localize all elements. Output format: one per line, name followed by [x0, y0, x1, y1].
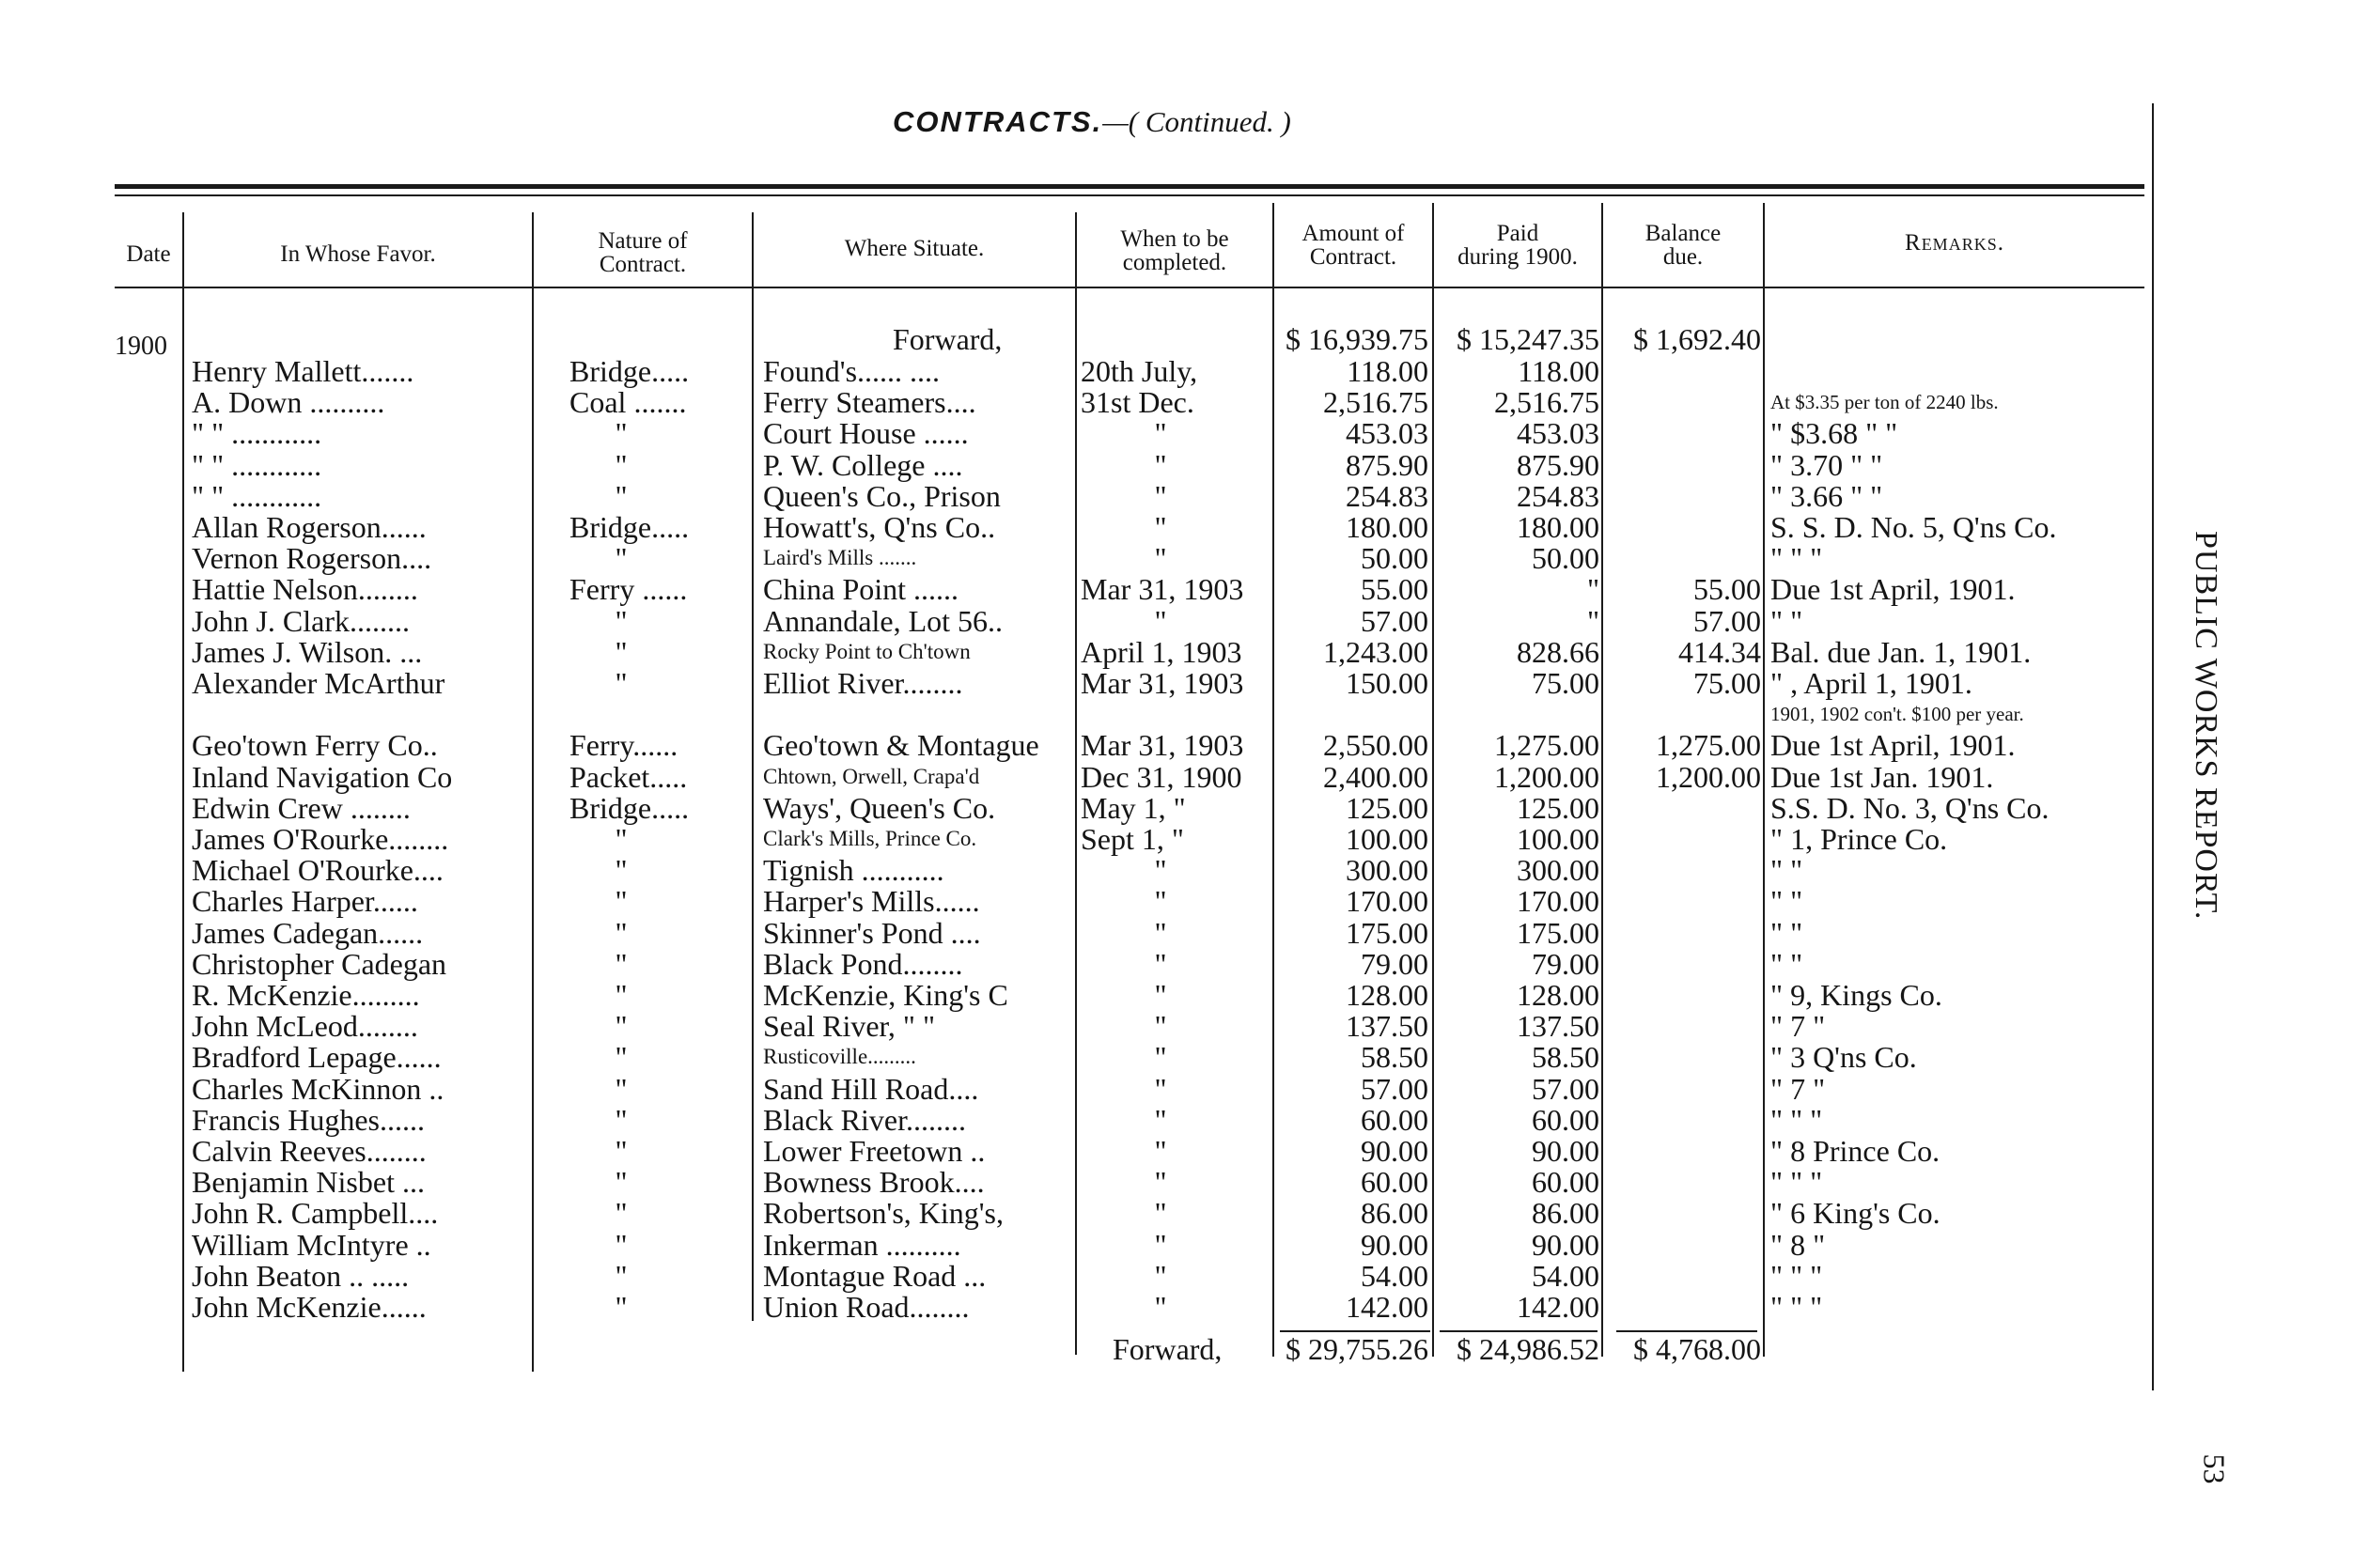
row-4-remarks: " 3.66 " "	[1770, 478, 1883, 513]
header-where	[754, 237, 1075, 260]
header-paid-line2: during 1900.	[1457, 244, 1578, 270]
row-1-nature: Coal .......	[569, 385, 687, 420]
row-1-name: A. Down ..........	[192, 385, 385, 420]
row-5-paid: 180.00	[1517, 510, 1599, 544]
row-30-when: "	[1154, 1290, 1167, 1324]
divider-date	[182, 212, 184, 1372]
row-23-nature: "	[615, 1071, 628, 1106]
row-13-nature: Packet.....	[569, 759, 688, 794]
row-6-where: Laird's Mills .......	[763, 546, 917, 570]
row-12-where: Geo'town & Montague	[763, 728, 1039, 763]
row-17-remarks: " "	[1770, 884, 1803, 919]
row-5-amount: 180.00	[1346, 510, 1428, 544]
row-20-amount: 128.00	[1346, 978, 1428, 1012]
row-8-where: Annandale, Lot 56..	[763, 603, 1004, 638]
header-balance-line1: Balance	[1644, 221, 1722, 246]
header-nature-line1: Nature of	[598, 228, 688, 254]
row-18-when: "	[1154, 915, 1167, 950]
row-8-paid: "	[1586, 603, 1599, 638]
row-17-paid: 170.00	[1517, 884, 1599, 919]
row-14-remarks: S.S. D. No. 3, Q'ns Co.	[1770, 790, 2049, 825]
header-bottom-rule	[115, 287, 2144, 288]
row-8-nature: "	[615, 603, 628, 638]
row-24-amount: 60.00	[1361, 1102, 1428, 1137]
row-30-nature: "	[615, 1290, 628, 1324]
row-24-when: "	[1154, 1102, 1167, 1137]
header-balance	[1603, 222, 1763, 269]
row-15-nature: "	[615, 822, 628, 856]
row-15-when: Sept 1, "	[1081, 822, 1184, 856]
header-when-line2: completed.	[1122, 250, 1227, 275]
row-0-amount: 118.00	[1347, 354, 1428, 388]
row-22-paid: 58.50	[1532, 1040, 1599, 1075]
row-16-remarks: " "	[1770, 853, 1803, 888]
row-21-when: "	[1154, 1009, 1167, 1044]
page-number: 53	[2197, 1453, 2232, 1484]
row-8-balance: 57.00	[1693, 603, 1761, 638]
row-21-amount: 137.50	[1346, 1009, 1428, 1044]
header-paid	[1434, 222, 1601, 269]
row-25-when: "	[1154, 1134, 1167, 1168]
row-6-paid: 50.00	[1532, 541, 1599, 576]
row-1-amount: 2,516.75	[1323, 385, 1428, 420]
row-21-nature: "	[615, 1009, 628, 1044]
row-28-remarks: " 8 "	[1770, 1227, 1826, 1262]
row-7-when: Mar 31, 1903	[1081, 572, 1244, 607]
row-8-name: John J. Clark........	[192, 603, 410, 638]
header-nature	[534, 229, 752, 276]
row-29-when: "	[1154, 1258, 1167, 1293]
row-15-paid: 100.00	[1517, 822, 1599, 856]
row-11-remarks: 1901, 1902 con't. $100 per year.	[1770, 703, 2024, 726]
divider-balance	[1763, 203, 1765, 1357]
row-9-paid: 828.66	[1517, 634, 1599, 669]
row-4-amount: 254.83	[1346, 478, 1428, 513]
row-16-name: Michael O'Rourke....	[192, 853, 444, 888]
row-0-nature: Bridge.....	[569, 354, 690, 388]
row-24-nature: "	[615, 1102, 628, 1137]
row-2-remarks: " $3.68 " "	[1770, 416, 1898, 451]
header-amount	[1274, 222, 1432, 269]
row-26-paid: 60.00	[1532, 1165, 1599, 1200]
row-3-nature: "	[615, 447, 628, 482]
row-10-paid: 75.00	[1532, 666, 1599, 700]
row-10-when: Mar 31, 1903	[1081, 666, 1244, 700]
row-9-where: Rocky Point to Ch'town	[763, 639, 971, 663]
row-27-name: John R. Campbell....	[192, 1196, 439, 1231]
row-10-where: Elliot River........	[763, 666, 963, 700]
row-7-name: Hattie Nelson........	[192, 572, 418, 607]
row-14-where: Ways', Queen's Co.	[763, 790, 996, 825]
divider-where	[1075, 212, 1077, 1355]
row-9-balance: 414.34	[1678, 634, 1761, 669]
row-28-name: William McIntyre ..	[192, 1227, 431, 1262]
header-remarks-text: Remarks.	[1905, 230, 2004, 256]
row-21-name: John McLeod........	[192, 1009, 418, 1044]
row-14-nature: Bridge.....	[569, 790, 690, 825]
right-margin-line	[2152, 103, 2154, 1390]
row-25-where: Lower Freetown ..	[763, 1134, 986, 1168]
row-7-nature: Ferry ......	[569, 572, 688, 607]
row-18-nature: "	[615, 915, 628, 950]
row-13-balance: 1,200.00	[1656, 759, 1761, 794]
row-30-paid: 142.00	[1517, 1290, 1599, 1324]
row-12-amount: 2,550.00	[1323, 728, 1428, 763]
row-2-when: "	[1154, 416, 1167, 451]
title-bold: CONTRACTS.	[893, 105, 1103, 138]
row-22-remarks: " 3 Q'ns Co.	[1770, 1040, 1917, 1075]
row-26-when: "	[1154, 1165, 1167, 1200]
row-13-remarks: Due 1st Jan. 1901.	[1770, 759, 1994, 794]
row-23-paid: 57.00	[1532, 1071, 1599, 1106]
row-7-balance: 55.00	[1693, 572, 1761, 607]
forward-amount: $ 16,939.75	[1286, 322, 1428, 356]
row-30-where: Union Road........	[763, 1290, 970, 1324]
row-3-amount: 875.90	[1346, 447, 1428, 482]
row-16-amount: 300.00	[1346, 853, 1428, 888]
row-29-name: John Beaton .. .....	[192, 1258, 410, 1293]
row-27-paid: 86.00	[1532, 1196, 1599, 1231]
row-20-remarks: " 9, Kings Co.	[1770, 978, 1942, 1012]
row-17-name: Charles Harper......	[192, 884, 418, 919]
row-0-where: Found's...... ....	[763, 354, 941, 388]
row-16-paid: 300.00	[1517, 853, 1599, 888]
row-19-name: Christopher Cadegan	[192, 946, 447, 981]
row-7-amount: 55.00	[1361, 572, 1428, 607]
row-16-where: Tignish ...........	[763, 853, 944, 888]
row-4-when: "	[1154, 478, 1167, 513]
row-21-remarks: " 7 "	[1770, 1009, 1826, 1044]
header-date-text: Date	[126, 241, 171, 267]
row-23-name: Charles McKinnon ..	[192, 1071, 444, 1106]
row-0-when: 20th July,	[1081, 354, 1198, 388]
row-6-nature: "	[615, 541, 628, 576]
header-paid-line1: Paid	[1496, 221, 1539, 246]
row-10-nature: "	[615, 666, 628, 700]
header-remarks	[1765, 231, 2144, 255]
row-10-name: Alexander McArthur	[192, 666, 445, 700]
row-17-when: "	[1154, 884, 1167, 919]
row-28-paid: 90.00	[1532, 1227, 1599, 1262]
row-13-paid: 1,200.00	[1494, 759, 1599, 794]
total-amount: $ 29,755.26	[1286, 1332, 1428, 1366]
header-amount-line1: Amount of	[1301, 221, 1405, 246]
row-28-when: "	[1154, 1227, 1167, 1262]
row-10-remarks: " , April 1, 1901.	[1770, 666, 1972, 700]
row-5-nature: Bridge.....	[569, 510, 690, 544]
row-13-amount: 2,400.00	[1323, 759, 1428, 794]
total-balance: $ 4,768.00	[1633, 1332, 1761, 1366]
row-24-where: Black River........	[763, 1102, 966, 1137]
header-when-line1: When to be	[1120, 226, 1229, 252]
row-8-amount: 57.00	[1361, 603, 1428, 638]
header-date	[115, 242, 182, 266]
row-10-amount: 150.00	[1346, 666, 1428, 700]
row-24-remarks: " " "	[1770, 1102, 1823, 1137]
forward-paid: $ 15,247.35	[1457, 322, 1599, 356]
row-10-balance: 75.00	[1693, 666, 1761, 700]
row-30-name: John McKenzie......	[192, 1290, 427, 1324]
row-14-when: May 1, "	[1081, 790, 1186, 825]
total-paid: $ 24,986.52	[1457, 1332, 1599, 1366]
row-19-when: "	[1154, 946, 1167, 981]
row-18-paid: 175.00	[1517, 915, 1599, 950]
row-4-where: Queen's Co., Prison	[763, 478, 1001, 513]
row-24-paid: 60.00	[1532, 1102, 1599, 1137]
row-14-amount: 125.00	[1346, 790, 1428, 825]
row-2-where: Court House ......	[763, 416, 969, 451]
row-18-amount: 175.00	[1346, 915, 1428, 950]
row-1-where: Ferry Steamers....	[763, 385, 976, 420]
forward-label: Forward,	[893, 322, 1003, 356]
row-20-name: R. McKenzie.........	[192, 978, 420, 1012]
row-12-name: Geo'town Ferry Co..	[192, 728, 438, 763]
row-22-where: Rusticoville.........	[763, 1045, 916, 1069]
row-6-name: Vernon Rogerson....	[192, 541, 432, 576]
row-6-remarks: " " "	[1770, 541, 1823, 576]
row-25-nature: "	[615, 1134, 628, 1168]
row-2-paid: 453.03	[1517, 416, 1599, 451]
side-title	[2182, 531, 2238, 1245]
divider-nature	[752, 212, 754, 1321]
row-29-where: Montague Road ...	[763, 1258, 987, 1293]
row-29-amount: 54.00	[1361, 1258, 1428, 1293]
row-2-amount: 453.03	[1346, 416, 1428, 451]
row-5-where: Howatt's, Q'ns Co..	[763, 510, 996, 544]
row-13-when: Dec 31, 1900	[1081, 759, 1242, 794]
row-19-paid: 79.00	[1532, 946, 1599, 981]
row-21-paid: 137.50	[1517, 1009, 1599, 1044]
row-27-where: Robertson's, King's,	[763, 1196, 1004, 1231]
row-20-where: McKenzie, King's C	[763, 978, 1008, 1012]
row-23-amount: 57.00	[1361, 1071, 1428, 1106]
row-8-remarks: " "	[1770, 603, 1803, 638]
row-4-name: " " ............	[192, 478, 322, 513]
page-title	[893, 105, 1291, 139]
row-26-where: Bowness Brook....	[763, 1165, 985, 1200]
row-12-when: Mar 31, 1903	[1081, 728, 1244, 763]
title-italic: —( Continued. )	[1102, 105, 1291, 138]
row-19-remarks: " "	[1770, 946, 1803, 981]
row-3-paid: 875.90	[1517, 447, 1599, 482]
row-12-remarks: Due 1st April, 1901.	[1770, 728, 2016, 763]
row-26-name: Benjamin Nisbet ...	[192, 1165, 425, 1200]
row-7-where: China Point ......	[763, 572, 959, 607]
row-17-amount: 170.00	[1346, 884, 1428, 919]
row-29-paid: 54.00	[1532, 1258, 1599, 1293]
row-20-nature: "	[615, 978, 628, 1012]
row-24-name: Francis Hughes......	[192, 1102, 425, 1137]
row-14-name: Edwin Crew ........	[192, 790, 411, 825]
row-13-name: Inland Navigation Co	[192, 759, 453, 794]
row-29-nature: "	[615, 1258, 628, 1293]
row-19-where: Black Pond........	[763, 946, 963, 981]
row-6-when: "	[1154, 541, 1167, 576]
row-17-nature: "	[615, 884, 628, 919]
row-4-paid: 254.83	[1517, 478, 1599, 513]
row-23-remarks: " 7 "	[1770, 1071, 1826, 1106]
row-22-nature: "	[615, 1040, 628, 1075]
row-30-amount: 142.00	[1346, 1290, 1428, 1324]
row-25-name: Calvin Reeves........	[192, 1134, 427, 1168]
row-19-nature: "	[615, 946, 628, 981]
row-0-paid: 118.00	[1518, 354, 1599, 388]
row-27-amount: 86.00	[1361, 1196, 1428, 1231]
row-18-remarks: " "	[1770, 915, 1803, 950]
row-23-where: Sand Hill Road....	[763, 1071, 979, 1106]
row-21-where: Seal River, " "	[763, 1009, 936, 1044]
top-rule-thin	[115, 194, 2144, 196]
row-5-when: "	[1154, 510, 1167, 544]
row-7-paid: "	[1586, 572, 1599, 607]
row-9-name: James J. Wilson. ...	[192, 634, 423, 669]
header-nature-line2: Contract.	[599, 252, 687, 277]
row-23-when: "	[1154, 1071, 1167, 1106]
row-1-when: 31st Dec.	[1081, 385, 1194, 420]
row-2-nature: "	[615, 416, 628, 451]
forward-balance: $ 1,692.40	[1633, 322, 1761, 356]
row-9-nature: "	[615, 634, 628, 669]
row-7-remarks: Due 1st April, 1901.	[1770, 572, 2016, 607]
row-9-when: April 1, 1903	[1081, 634, 1242, 669]
row-19-amount: 79.00	[1361, 946, 1428, 981]
row-25-remarks: " 8 Prince Co.	[1770, 1134, 1940, 1168]
row-15-remarks: " 1, Prince Co.	[1770, 822, 1948, 856]
row-1-remarks: At $3.35 per ton of 2240 lbs.	[1770, 391, 1999, 414]
row-5-name: Allan Rogerson......	[192, 510, 427, 544]
row-18-where: Skinner's Pond ....	[763, 915, 981, 950]
row-18-name: James Cadegan......	[192, 915, 424, 950]
row-25-paid: 90.00	[1532, 1134, 1599, 1168]
header-amount-line2: Contract.	[1309, 244, 1397, 270]
row-12-paid: 1,275.00	[1494, 728, 1599, 763]
row-13-where: Chtown, Orwell, Crapa'd	[763, 764, 980, 788]
row-3-name: " " ............	[192, 447, 322, 482]
row-4-nature: "	[615, 478, 628, 513]
row-3-where: P. W. College ....	[763, 447, 963, 482]
side-title-text: PUBLIC WORKS REPORT.	[2189, 531, 2223, 921]
row-27-when: "	[1154, 1196, 1167, 1231]
row-25-amount: 90.00	[1361, 1134, 1428, 1168]
header-when	[1077, 227, 1272, 274]
row-28-nature: "	[615, 1227, 628, 1262]
row-9-amount: 1,243.00	[1323, 634, 1428, 669]
row-22-when: "	[1154, 1040, 1167, 1075]
row-16-nature: "	[615, 853, 628, 888]
row-28-amount: 90.00	[1361, 1227, 1428, 1262]
row-12-balance: 1,275.00	[1656, 728, 1761, 763]
row-20-paid: 128.00	[1517, 978, 1599, 1012]
row-20-when: "	[1154, 978, 1167, 1012]
row-15-name: James O'Rourke........	[192, 822, 449, 856]
row-3-remarks: " 3.70 " "	[1770, 447, 1883, 482]
header-balance-line2: due.	[1662, 244, 1704, 270]
row-3-when: "	[1154, 447, 1167, 482]
divider-favor	[532, 212, 534, 1372]
row-1-paid: 2,516.75	[1494, 385, 1599, 420]
row-26-nature: "	[615, 1165, 628, 1200]
row-28-where: Inkerman ..........	[763, 1227, 961, 1262]
row-12-nature: Ferry......	[569, 728, 678, 763]
row-15-where: Clark's Mills, Prince Co.	[763, 827, 977, 850]
row-16-when: "	[1154, 853, 1167, 888]
row-15-amount: 100.00	[1346, 822, 1428, 856]
header-favor-text: In Whose Favor.	[280, 241, 436, 267]
row-27-nature: "	[615, 1196, 628, 1231]
row-30-remarks: " " "	[1770, 1290, 1823, 1324]
header-where-text: Where Situate.	[844, 236, 985, 261]
row-27-remarks: " 6 King's Co.	[1770, 1196, 1940, 1231]
total-label: Forward,	[1113, 1332, 1223, 1366]
row-14-paid: 125.00	[1517, 790, 1599, 825]
year-label: 1900	[115, 332, 167, 361]
row-22-name: Bradford Lepage......	[192, 1040, 442, 1075]
top-rule-thick	[115, 184, 2144, 189]
row-6-amount: 50.00	[1361, 541, 1428, 576]
row-29-remarks: " " "	[1770, 1258, 1823, 1293]
row-17-where: Harper's Mills......	[763, 884, 980, 919]
row-0-name: Henry Mallett.......	[192, 354, 414, 388]
row-26-remarks: " " "	[1770, 1165, 1823, 1200]
row-22-amount: 58.50	[1361, 1040, 1428, 1075]
row-8-when: "	[1154, 603, 1167, 638]
row-5-remarks: S. S. D. No. 5, Q'ns Co.	[1770, 510, 2057, 544]
row-26-amount: 60.00	[1361, 1165, 1428, 1200]
header-favor	[184, 242, 532, 266]
row-2-name: " " ............	[192, 416, 322, 451]
row-9-remarks: Bal. due Jan. 1, 1901.	[1770, 634, 2032, 669]
